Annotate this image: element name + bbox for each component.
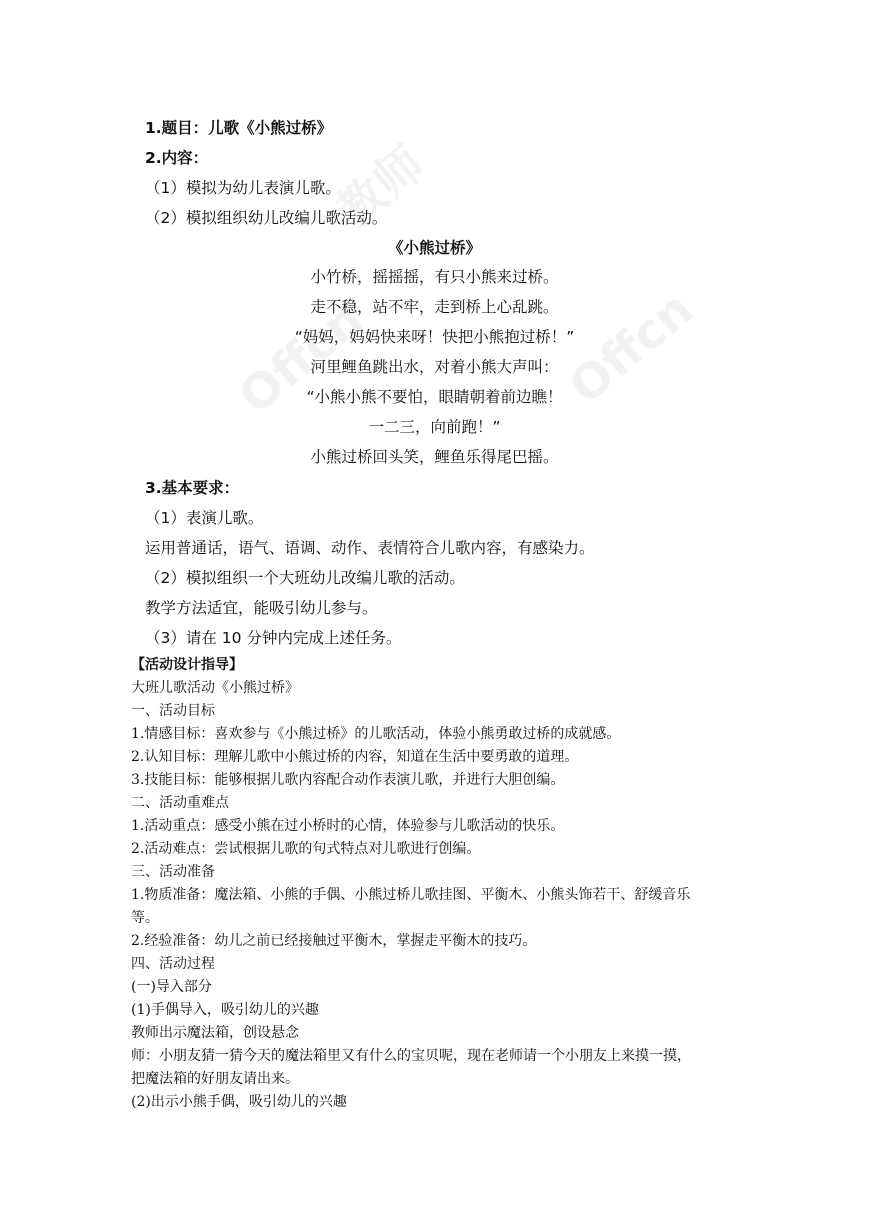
content-heading: 2.内容： [145, 149, 209, 167]
task-title: 1.题目：儿歌《小熊过桥》 [145, 119, 333, 137]
poem-line: “妈妈，妈妈快来呀！快把小熊抱过桥！” [294, 328, 575, 346]
guide-line: 等。 [131, 910, 159, 926]
watermark: Offcn [558, 280, 704, 416]
poem-line: 一二三，向前跑！” [368, 418, 501, 436]
requirement-line: （2）模拟组织一个大班幼儿改编儿歌的活动。 [145, 569, 465, 587]
requirement-line: 教学方法适宜，能吸引幼儿参与。 [145, 599, 378, 617]
requirement-line: 运用普通话，语气、语调、动作、表情符合儿歌内容，有感染力。 [145, 539, 595, 557]
poem-line: “小熊小熊不要怕，眼睛朝着前边瞧！ [306, 388, 563, 406]
poem-line: 小竹桥，摇摇摇，有只小熊来过桥。 [310, 268, 559, 286]
guide-line: 2.活动难点：尝试根据儿歌的句式特点对儿歌进行创编。 [131, 841, 481, 857]
watermark: 教师 [326, 135, 436, 241]
requirements-heading: 3.基本要求： [145, 479, 240, 497]
requirement-line: （3）请在 10 分钟内完成上述任务。 [145, 629, 402, 647]
guide-line: 1.物质准备：魔法箱、小熊的手偶、小熊过桥儿歌挂图、平衡木、小熊头饰若干、舒缓音乐 [131, 887, 691, 903]
poem-line: 小熊过桥回头笑，鲤鱼乐得尾巴摇。 [310, 448, 559, 466]
guide-heading: 【活动设计指导】 [131, 657, 243, 673]
guide-line: 1.活动重点：感受小熊在过小桥时的心情，体验参与儿歌活动的快乐。 [131, 818, 565, 834]
guide-line: 二、活动重难点 [131, 795, 229, 811]
guide-line: 一、活动目标 [131, 703, 215, 719]
content-item: （2）模拟组织幼儿改编儿歌活动。 [145, 209, 388, 227]
guide-line: (2)出示小熊手偶，吸引幼儿的兴趣 [131, 1094, 347, 1110]
guide-line: (1)手偶导入，吸引幼儿的兴趣 [131, 1002, 319, 1018]
guide-line: 三、活动准备 [131, 864, 215, 880]
guide-line: 大班儿歌活动《小熊过桥》 [131, 680, 299, 696]
guide-line: 2.认知目标：理解儿歌中小熊过桥的内容，知道在生活中要勇敢的道理。 [131, 749, 579, 765]
guide-line: 四、活动过程 [131, 956, 215, 972]
poem-line: 河里鲤鱼跳出水，对着小熊大声叫： [310, 358, 559, 376]
guide-line: 把魔法箱的好朋友请出来。 [131, 1071, 299, 1087]
guide-line: 1.情感目标：喜欢参与《小熊过桥》的儿歌活动，体验小熊勇敢过桥的成就感。 [131, 726, 621, 742]
guide-line: (一)导入部分 [131, 979, 212, 995]
guide-line: 教师出示魔法箱，创设悬念 [131, 1025, 299, 1041]
content-item: （1）模拟为幼儿表演儿歌。 [145, 179, 341, 197]
guide-line: 师：小朋友猜一猜今天的魔法箱里又有什么的宝贝呢，现在老师请一个小朋友上来摸一摸， [131, 1048, 691, 1064]
poem-line: 走不稳，站不牢，走到桥上心乱跳。 [310, 298, 559, 316]
guide-line: 2.经验准备：幼儿之前已经接触过平衡木，掌握走平衡木的技巧。 [131, 933, 537, 949]
poem-title: 《小熊过桥》 [387, 239, 481, 257]
requirement-line: （1）表演儿歌。 [145, 509, 264, 527]
guide-line: 3.技能目标：能够根据儿歌内容配合动作表演儿歌，并进行大胆创编。 [131, 772, 565, 788]
watermark: Offcn [228, 290, 374, 426]
